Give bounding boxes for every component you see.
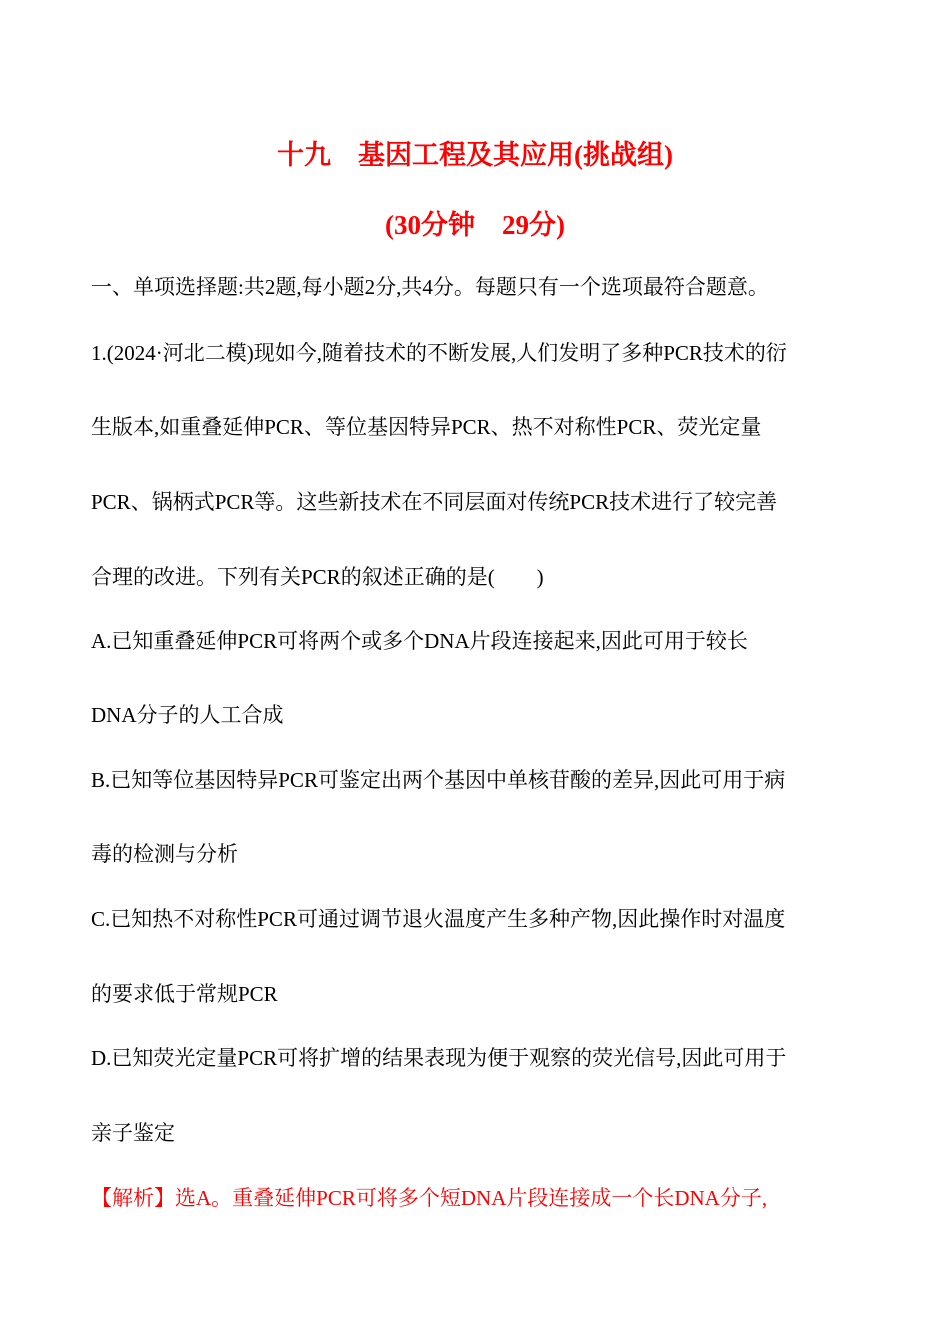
- question-stem-line: 合理的改进。下列有关PCR的叙述正确的是( ): [91, 565, 544, 589]
- page-title: 十九 基因工程及其应用(挑战组): [277, 140, 673, 170]
- option-b-line: B.已知等位基因特异PCR可鉴定出两个基因中单核苷酸的差异,因此可用于病: [91, 768, 786, 792]
- option-a-line: DNA分子的人工合成: [91, 703, 284, 727]
- page-subtitle: (30分钟 29分): [385, 210, 565, 240]
- option-b-line: 毒的检测与分析: [91, 842, 238, 866]
- option-a-line: A.已知重叠延伸PCR可将两个或多个DNA片段连接起来,因此可用于较长: [91, 629, 748, 653]
- question-stem-line: PCR、锅柄式PCR等。这些新技术在不同层面对传统PCR技术进行了较完善: [91, 490, 778, 514]
- option-c-line: 的要求低于常规PCR: [91, 982, 278, 1006]
- option-d-line: D.已知荧光定量PCR可将扩增的结果表现为便于观察的荧光信号,因此可用于: [91, 1046, 787, 1070]
- question-stem-line: 1.(2024·河北二模)现如今,随着技术的不断发展,人们发明了多种PCR技术的衍: [91, 341, 787, 365]
- option-d-line: 亲子鉴定: [91, 1121, 175, 1145]
- section-heading: 一、单项选择题:共2题,每小题2分,共4分。每题只有一个选项最符合题意。: [91, 275, 769, 299]
- question-stem-line: 生版本,如重叠延伸PCR、等位基因特异PCR、热不对称性PCR、荧光定量: [91, 415, 762, 439]
- analysis-text: 【解析】选A。重叠延伸PCR可将多个短DNA片段连接成一个长DNA分子,: [91, 1186, 768, 1210]
- option-c-line: C.已知热不对称性PCR可通过调节退火温度产生多种产物,因此操作时对温度: [91, 907, 786, 931]
